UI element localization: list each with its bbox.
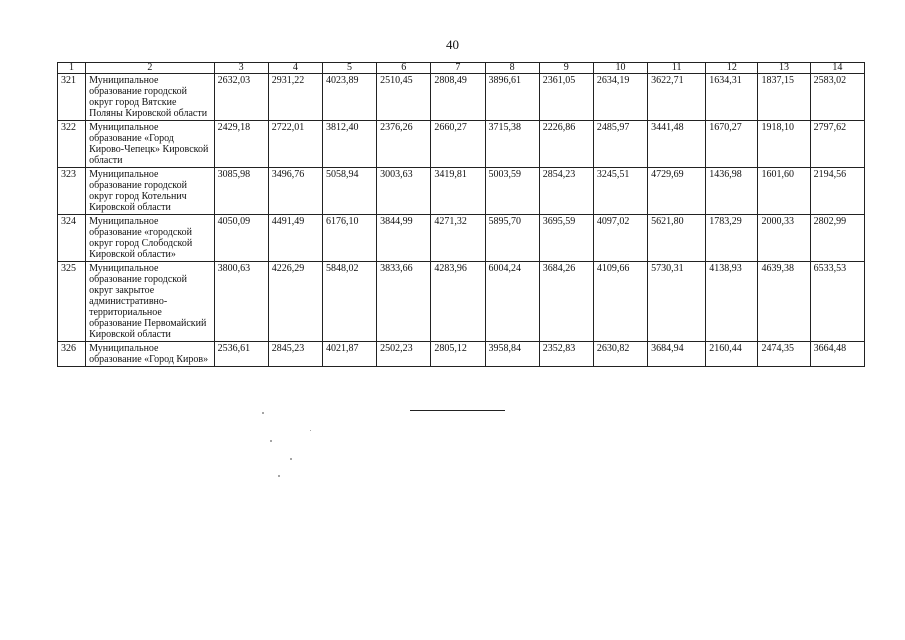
table-cell: 4491,49 bbox=[268, 215, 322, 262]
row-number: 326 bbox=[58, 342, 86, 367]
table-row bbox=[58, 168, 865, 215]
header-row bbox=[58, 63, 865, 74]
table-cell: 2632,03 bbox=[214, 74, 268, 121]
table-cell: 1837,15 bbox=[758, 74, 810, 121]
row-number: 325 bbox=[58, 262, 86, 342]
table-cell: 4109,66 bbox=[593, 262, 647, 342]
table-cell: 2352,83 bbox=[539, 342, 593, 367]
closing-rule bbox=[410, 410, 505, 411]
table-cell: 2429,18 bbox=[214, 121, 268, 168]
table-cell: 2536,61 bbox=[214, 342, 268, 367]
table-cell: 2485,97 bbox=[593, 121, 647, 168]
table-cell: 2722,01 bbox=[268, 121, 322, 168]
table-cell: 1634,31 bbox=[706, 74, 758, 121]
column-header: 6 bbox=[377, 63, 431, 74]
table-cell: 4729,69 bbox=[648, 168, 706, 215]
table-cell: 1670,27 bbox=[706, 121, 758, 168]
table-cell: 5058,94 bbox=[322, 168, 376, 215]
table-cell: 2805,12 bbox=[431, 342, 485, 367]
column-header: 1 bbox=[58, 63, 86, 74]
municipality-name: Муниципальное образование городской округ город Вятские Поляны Кировской области bbox=[86, 74, 214, 121]
table-cell: 3664,48 bbox=[810, 342, 864, 367]
row-number: 323 bbox=[58, 168, 86, 215]
table-cell: 1436,98 bbox=[706, 168, 758, 215]
column-header: 11 bbox=[648, 63, 706, 74]
table-cell: 3896,61 bbox=[485, 74, 539, 121]
table-cell: 3496,76 bbox=[268, 168, 322, 215]
table-row bbox=[58, 342, 865, 367]
table-cell: 1783,29 bbox=[706, 215, 758, 262]
table-cell: 3695,59 bbox=[539, 215, 593, 262]
table-row bbox=[58, 121, 865, 168]
table-cell: 2361,05 bbox=[539, 74, 593, 121]
column-header: 10 bbox=[593, 63, 647, 74]
scan-speck bbox=[278, 475, 280, 477]
table-cell: 2634,19 bbox=[593, 74, 647, 121]
table-cell: 6004,24 bbox=[485, 262, 539, 342]
scan-speck bbox=[290, 458, 292, 460]
table-cell: 3715,38 bbox=[485, 121, 539, 168]
table-cell: 3833,66 bbox=[377, 262, 431, 342]
data-table bbox=[57, 62, 865, 367]
table-cell: 2802,99 bbox=[810, 215, 864, 262]
column-header: 4 bbox=[268, 63, 322, 74]
table-cell: 3622,71 bbox=[648, 74, 706, 121]
table-cell: 6533,53 bbox=[810, 262, 864, 342]
table-cell: 3800,63 bbox=[214, 262, 268, 342]
table-cell: 5895,70 bbox=[485, 215, 539, 262]
table-cell: 2854,23 bbox=[539, 168, 593, 215]
table-cell: 2845,23 bbox=[268, 342, 322, 367]
table-cell: 4138,93 bbox=[706, 262, 758, 342]
row-number: 321 bbox=[58, 74, 86, 121]
table-cell: 2660,27 bbox=[431, 121, 485, 168]
table-cell: 4097,02 bbox=[593, 215, 647, 262]
table-cell: 5848,02 bbox=[322, 262, 376, 342]
table-cell: 3441,48 bbox=[648, 121, 706, 168]
table-cell: 4639,38 bbox=[758, 262, 810, 342]
table-cell: 1918,10 bbox=[758, 121, 810, 168]
scan-speck bbox=[270, 440, 272, 442]
table-cell: 2510,45 bbox=[377, 74, 431, 121]
table-row bbox=[58, 215, 865, 262]
table-cell: 3085,98 bbox=[214, 168, 268, 215]
column-header: 12 bbox=[706, 63, 758, 74]
table-cell: 3003,63 bbox=[377, 168, 431, 215]
municipality-name: Муниципальное образование городской округ закрытое административно-территориальное образование Первомайский Кировской области bbox=[86, 262, 214, 342]
table-cell: 2502,23 bbox=[377, 342, 431, 367]
table-cell: 2797,62 bbox=[810, 121, 864, 168]
table-cell: 4271,32 bbox=[431, 215, 485, 262]
scan-speck bbox=[310, 430, 311, 431]
column-header: 9 bbox=[539, 63, 593, 74]
table-cell: 4023,89 bbox=[322, 74, 376, 121]
municipality-name: Муниципальное образование «Город Киров» bbox=[86, 342, 214, 367]
table-cell: 2376,26 bbox=[377, 121, 431, 168]
table-cell: 4226,29 bbox=[268, 262, 322, 342]
table-cell: 1601,60 bbox=[758, 168, 810, 215]
table-cell: 2474,35 bbox=[758, 342, 810, 367]
table-cell: 5003,59 bbox=[485, 168, 539, 215]
table-cell: 2000,33 bbox=[758, 215, 810, 262]
column-header: 14 bbox=[810, 63, 864, 74]
table-cell: 4283,96 bbox=[431, 262, 485, 342]
row-number: 322 bbox=[58, 121, 86, 168]
table-row bbox=[58, 74, 865, 121]
table-row bbox=[58, 262, 865, 342]
table-cell: 2226,86 bbox=[539, 121, 593, 168]
page-number: 40 bbox=[446, 37, 459, 52]
table-cell: 4050,09 bbox=[214, 215, 268, 262]
table-cell: 2630,82 bbox=[593, 342, 647, 367]
table-cell: 3684,26 bbox=[539, 262, 593, 342]
table-cell: 2808,49 bbox=[431, 74, 485, 121]
municipality-name: Муниципальное образование «городской округ город Слободской Кировской области» bbox=[86, 215, 214, 262]
column-header: 7 bbox=[431, 63, 485, 74]
table-cell: 3419,81 bbox=[431, 168, 485, 215]
table-cell: 2160,44 bbox=[706, 342, 758, 367]
row-number: 324 bbox=[58, 215, 86, 262]
table-cell: 5730,31 bbox=[648, 262, 706, 342]
table-cell: 3844,99 bbox=[377, 215, 431, 262]
column-header: 5 bbox=[322, 63, 376, 74]
table-cell: 2583,02 bbox=[810, 74, 864, 121]
table-cell: 5621,80 bbox=[648, 215, 706, 262]
column-header: 2 bbox=[86, 63, 214, 74]
table-cell: 6176,10 bbox=[322, 215, 376, 262]
scan-speck bbox=[262, 412, 264, 414]
table-cell: 3812,40 bbox=[322, 121, 376, 168]
column-header: 13 bbox=[758, 63, 810, 74]
table-cell: 3684,94 bbox=[648, 342, 706, 367]
table-cell: 4021,87 bbox=[322, 342, 376, 367]
table-cell: 3245,51 bbox=[593, 168, 647, 215]
table-cell: 2194,56 bbox=[810, 168, 864, 215]
table-cell: 2931,22 bbox=[268, 74, 322, 121]
table-cell: 3958,84 bbox=[485, 342, 539, 367]
municipality-name: Муниципальное образование «Город Кирово-Чепецк» Кировской области bbox=[86, 121, 214, 168]
municipality-name: Муниципальное образование городской округ город Котельнич Кировской области bbox=[86, 168, 214, 215]
column-header: 8 bbox=[485, 63, 539, 74]
column-header: 3 bbox=[214, 63, 268, 74]
